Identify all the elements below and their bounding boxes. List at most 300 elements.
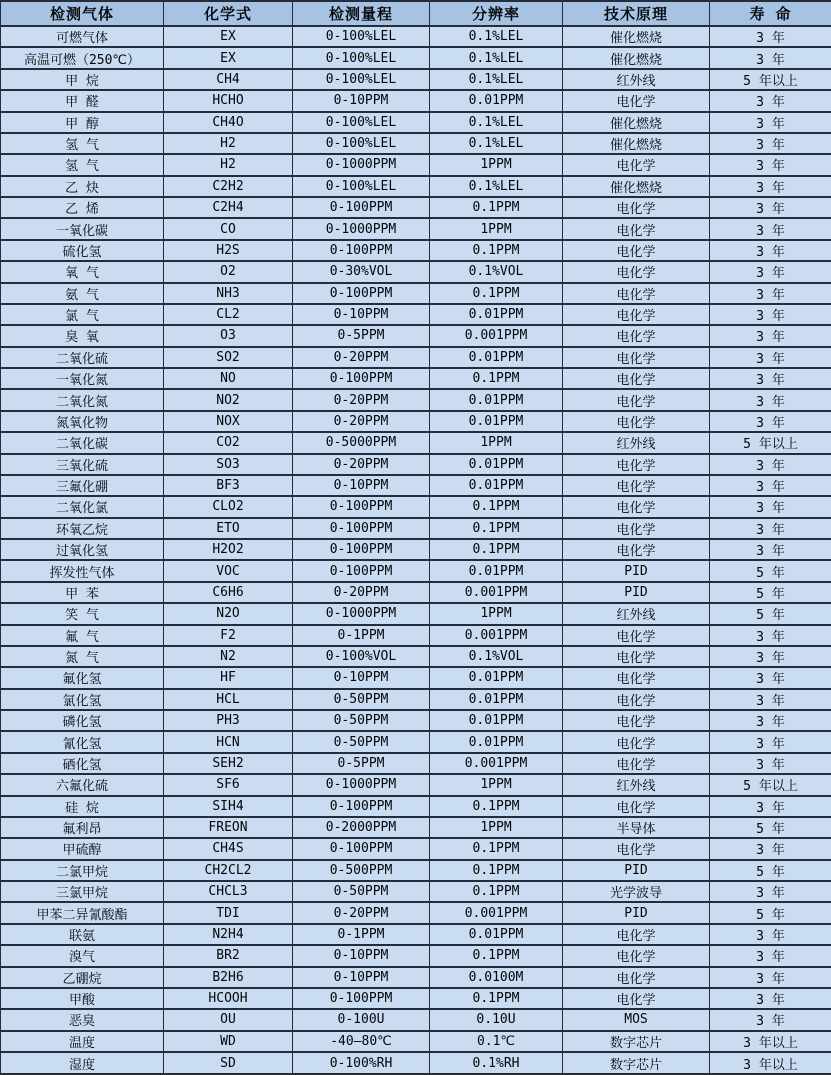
- cell-resolution: 0.01PPM: [430, 667, 563, 688]
- cell-principle: 光学波导: [563, 881, 710, 902]
- cell-lifespan: 3 年: [710, 176, 831, 197]
- cell-principle: 电化学: [563, 625, 710, 646]
- cell-formula: OU: [164, 1009, 293, 1030]
- cell-lifespan: 3 年: [710, 47, 831, 68]
- cell-range: 0-50PPM: [293, 689, 430, 710]
- column-header-resolution: 分辨率: [430, 1, 563, 26]
- table-row: [1, 368, 831, 389]
- cell-principle: PID: [563, 860, 710, 881]
- cell-formula: NH3: [164, 283, 293, 304]
- cell-formula: C6H6: [164, 582, 293, 603]
- table-row: [1, 731, 831, 752]
- cell-gas: 氟 气: [1, 625, 164, 646]
- table-row: [1, 432, 831, 453]
- cell-lifespan: 3 年: [710, 368, 831, 389]
- cell-lifespan: 3 年: [710, 753, 831, 774]
- cell-principle: 电化学: [563, 411, 710, 432]
- table-row: [1, 1031, 831, 1052]
- cell-formula: HCHO: [164, 90, 293, 111]
- cell-principle: 电化学: [563, 240, 710, 261]
- cell-range: 0-100PPM: [293, 197, 430, 218]
- cell-principle: 电化学: [563, 988, 710, 1009]
- cell-gas: 甲 醛: [1, 90, 164, 111]
- cell-resolution: 0.1PPM: [430, 860, 563, 881]
- cell-formula: CH4O: [164, 112, 293, 133]
- cell-formula: HCL: [164, 689, 293, 710]
- cell-lifespan: 5 年以上: [710, 69, 831, 90]
- cell-gas: 臭 氧: [1, 325, 164, 346]
- cell-lifespan: 3 年以上: [710, 1031, 831, 1052]
- cell-lifespan: 3 年: [710, 796, 831, 817]
- table-row: [1, 218, 831, 239]
- cell-range: 0-100%LEL: [293, 176, 430, 197]
- table-row: [1, 988, 831, 1009]
- cell-principle: 电化学: [563, 475, 710, 496]
- cell-resolution: 0.1%LEL: [430, 112, 563, 133]
- cell-range: 0-1PPM: [293, 924, 430, 945]
- cell-formula: SD: [164, 1052, 293, 1074]
- cell-lifespan: 5 年: [710, 603, 831, 624]
- cell-gas: 溴气: [1, 945, 164, 966]
- cell-gas: 氧 气: [1, 261, 164, 282]
- table-row: [1, 112, 831, 133]
- cell-resolution: 1PPM: [430, 603, 563, 624]
- cell-principle: 电化学: [563, 539, 710, 560]
- cell-principle: 电化学: [563, 753, 710, 774]
- cell-range: 0-1000PPM: [293, 218, 430, 239]
- cell-formula: BF3: [164, 475, 293, 496]
- cell-principle: PID: [563, 560, 710, 581]
- table-row: [1, 325, 831, 346]
- header-row: [1, 1, 831, 26]
- table-row: [1, 560, 831, 581]
- table-row: [1, 26, 831, 47]
- cell-gas: 二氧化氮: [1, 389, 164, 410]
- cell-range: -40—80℃: [293, 1031, 430, 1052]
- cell-principle: 电化学: [563, 667, 710, 688]
- table-row: [1, 496, 831, 517]
- cell-lifespan: 5 年: [710, 582, 831, 603]
- cell-range: 0-100%VOL: [293, 646, 430, 667]
- cell-principle: 电化学: [563, 218, 710, 239]
- cell-lifespan: 3 年: [710, 924, 831, 945]
- cell-range: 0-100PPM: [293, 240, 430, 261]
- cell-range: 0-100PPM: [293, 838, 430, 859]
- cell-lifespan: 3 年: [710, 881, 831, 902]
- cell-formula: B2H6: [164, 967, 293, 988]
- cell-formula: EX: [164, 47, 293, 68]
- cell-lifespan: 3 年: [710, 539, 831, 560]
- table-row: [1, 838, 831, 859]
- cell-formula: EX: [164, 26, 293, 47]
- table-row: [1, 176, 831, 197]
- cell-range: 0-100PPM: [293, 496, 430, 517]
- column-header-principle: 技术原理: [563, 1, 710, 26]
- cell-range: 0-10PPM: [293, 945, 430, 966]
- cell-resolution: 0.1PPM: [430, 988, 563, 1009]
- cell-range: 0-20PPM: [293, 347, 430, 368]
- cell-formula: NOX: [164, 411, 293, 432]
- cell-gas: 可燃气体: [1, 26, 164, 47]
- cell-principle: 红外线: [563, 774, 710, 795]
- cell-resolution: 1PPM: [430, 774, 563, 795]
- cell-resolution: 0.01PPM: [430, 731, 563, 752]
- cell-formula: H2: [164, 154, 293, 175]
- cell-range: 0-100%LEL: [293, 26, 430, 47]
- cell-range: 0-20PPM: [293, 411, 430, 432]
- cell-range: 0-100PPM: [293, 368, 430, 389]
- column-header-range: 检测量程: [293, 1, 430, 26]
- cell-resolution: 0.01PPM: [430, 924, 563, 945]
- cell-formula: CLO2: [164, 496, 293, 517]
- cell-formula: SO3: [164, 454, 293, 475]
- cell-range: 0-2000PPM: [293, 817, 430, 838]
- table-row: [1, 240, 831, 261]
- table-row: [1, 817, 831, 838]
- cell-formula: N2O: [164, 603, 293, 624]
- cell-lifespan: 3 年以上: [710, 1052, 831, 1074]
- cell-gas: 湿度: [1, 1052, 164, 1074]
- cell-resolution: 0.1PPM: [430, 838, 563, 859]
- cell-gas: 三氧化硫: [1, 454, 164, 475]
- cell-resolution: 0.1%LEL: [430, 26, 563, 47]
- cell-resolution: 0.10U: [430, 1009, 563, 1030]
- cell-lifespan: 3 年: [710, 945, 831, 966]
- cell-principle: 电化学: [563, 454, 710, 475]
- cell-gas: 二氧化氯: [1, 496, 164, 517]
- cell-range: 0-100PPM: [293, 560, 430, 581]
- cell-range: 0-1000PPM: [293, 774, 430, 795]
- cell-resolution: 0.1PPM: [430, 240, 563, 261]
- cell-principle: 催化燃烧: [563, 176, 710, 197]
- cell-gas: 一氧化碳: [1, 218, 164, 239]
- cell-formula: CHCL3: [164, 881, 293, 902]
- cell-resolution: 0.001PPM: [430, 753, 563, 774]
- cell-resolution: 0.01PPM: [430, 347, 563, 368]
- cell-resolution: 0.01PPM: [430, 90, 563, 111]
- cell-principle: 催化燃烧: [563, 26, 710, 47]
- cell-gas: 磷化氢: [1, 710, 164, 731]
- cell-resolution: 0.1PPM: [430, 368, 563, 389]
- cell-resolution: 0.1%LEL: [430, 133, 563, 154]
- cell-range: 0-10PPM: [293, 90, 430, 111]
- cell-formula: SEH2: [164, 753, 293, 774]
- cell-gas: 二氧化硫: [1, 347, 164, 368]
- cell-formula: ETO: [164, 518, 293, 539]
- cell-resolution: 0.1PPM: [430, 496, 563, 517]
- cell-resolution: 0.1℃: [430, 1031, 563, 1052]
- table-row: [1, 710, 831, 731]
- cell-range: 0-30%VOL: [293, 261, 430, 282]
- table-row: [1, 881, 831, 902]
- cell-resolution: 0.1%VOL: [430, 646, 563, 667]
- cell-principle: 电化学: [563, 283, 710, 304]
- cell-formula: SIH4: [164, 796, 293, 817]
- cell-resolution: 0.01PPM: [430, 454, 563, 475]
- cell-lifespan: 3 年: [710, 496, 831, 517]
- cell-formula: N2H4: [164, 924, 293, 945]
- cell-formula: FREON: [164, 817, 293, 838]
- cell-lifespan: 3 年: [710, 325, 831, 346]
- column-header-lifespan: 寿 命: [710, 1, 831, 26]
- cell-principle: 电化学: [563, 796, 710, 817]
- table-row: [1, 603, 831, 624]
- cell-resolution: 0.01PPM: [430, 710, 563, 731]
- cell-principle: 电化学: [563, 646, 710, 667]
- cell-formula: H2: [164, 133, 293, 154]
- cell-gas: 恶臭: [1, 1009, 164, 1030]
- table-row: [1, 1052, 831, 1074]
- table-row: [1, 902, 831, 923]
- cell-gas: 一氧化氮: [1, 368, 164, 389]
- cell-principle: 催化燃烧: [563, 47, 710, 68]
- cell-range: 0-100%LEL: [293, 133, 430, 154]
- cell-resolution: 0.01PPM: [430, 389, 563, 410]
- cell-resolution: 1PPM: [430, 817, 563, 838]
- cell-range: 0-100%LEL: [293, 69, 430, 90]
- cell-resolution: 0.1%RH: [430, 1052, 563, 1074]
- cell-lifespan: 3 年: [710, 731, 831, 752]
- cell-gas: 氯 气: [1, 304, 164, 325]
- cell-gas: 乙 炔: [1, 176, 164, 197]
- cell-gas: 笑 气: [1, 603, 164, 624]
- cell-principle: 电化学: [563, 496, 710, 517]
- cell-resolution: 0.1%LEL: [430, 176, 563, 197]
- table-row: [1, 1009, 831, 1030]
- cell-principle: 催化燃烧: [563, 112, 710, 133]
- cell-principle: 电化学: [563, 304, 710, 325]
- cell-formula: CO2: [164, 432, 293, 453]
- cell-principle: 数字芯片: [563, 1031, 710, 1052]
- cell-range: 0-20PPM: [293, 902, 430, 923]
- cell-resolution: 0.001PPM: [430, 582, 563, 603]
- cell-principle: 电化学: [563, 261, 710, 282]
- table-row: [1, 539, 831, 560]
- cell-lifespan: 3 年: [710, 988, 831, 1009]
- table-row: [1, 197, 831, 218]
- cell-resolution: 1PPM: [430, 154, 563, 175]
- cell-formula: CO: [164, 218, 293, 239]
- cell-principle: 电化学: [563, 945, 710, 966]
- cell-gas: 联氨: [1, 924, 164, 945]
- cell-gas: 三氯甲烷: [1, 881, 164, 902]
- cell-gas: 硒化氢: [1, 753, 164, 774]
- cell-formula: HF: [164, 667, 293, 688]
- cell-resolution: 0.1PPM: [430, 796, 563, 817]
- cell-principle: PID: [563, 582, 710, 603]
- table-row: [1, 90, 831, 111]
- cell-lifespan: 3 年: [710, 625, 831, 646]
- cell-principle: 电化学: [563, 838, 710, 859]
- cell-lifespan: 3 年: [710, 197, 831, 218]
- cell-resolution: 0.1PPM: [430, 197, 563, 218]
- cell-lifespan: 3 年: [710, 1009, 831, 1030]
- cell-lifespan: 5 年以上: [710, 432, 831, 453]
- cell-resolution: 0.001PPM: [430, 625, 563, 646]
- cell-gas: 六氟化硫: [1, 774, 164, 795]
- cell-gas: 甲硫醇: [1, 838, 164, 859]
- cell-resolution: 1PPM: [430, 432, 563, 453]
- column-header-gas: 检测气体: [1, 1, 164, 26]
- cell-range: 0-100PPM: [293, 988, 430, 1009]
- cell-lifespan: 5 年: [710, 817, 831, 838]
- cell-resolution: 0.1%LEL: [430, 69, 563, 90]
- cell-lifespan: 3 年: [710, 26, 831, 47]
- cell-gas: 环氧乙烷: [1, 518, 164, 539]
- cell-formula: HCOOH: [164, 988, 293, 1009]
- cell-range: 0-5PPM: [293, 753, 430, 774]
- cell-formula: NO2: [164, 389, 293, 410]
- cell-resolution: 0.1PPM: [430, 881, 563, 902]
- cell-range: 0-10PPM: [293, 967, 430, 988]
- cell-range: 0-20PPM: [293, 389, 430, 410]
- cell-resolution: 0.01PPM: [430, 411, 563, 432]
- cell-resolution: 0.01PPM: [430, 560, 563, 581]
- cell-range: 0-100PPM: [293, 796, 430, 817]
- cell-resolution: 1PPM: [430, 218, 563, 239]
- cell-gas: 过氧化氢: [1, 539, 164, 560]
- cell-formula: C2H4: [164, 197, 293, 218]
- cell-gas: 氢 气: [1, 154, 164, 175]
- cell-lifespan: 3 年: [710, 967, 831, 988]
- cell-principle: 电化学: [563, 347, 710, 368]
- cell-principle: 半导体: [563, 817, 710, 838]
- cell-principle: PID: [563, 902, 710, 923]
- table-row: [1, 389, 831, 410]
- table-row: [1, 475, 831, 496]
- cell-range: 0-1000PPM: [293, 603, 430, 624]
- cell-gas: 硫化氢: [1, 240, 164, 261]
- cell-range: 0-100U: [293, 1009, 430, 1030]
- cell-lifespan: 3 年: [710, 838, 831, 859]
- cell-formula: N2: [164, 646, 293, 667]
- cell-principle: 红外线: [563, 432, 710, 453]
- cell-gas: 甲 醇: [1, 112, 164, 133]
- cell-range: 0-1PPM: [293, 625, 430, 646]
- cell-range: 0-10PPM: [293, 475, 430, 496]
- cell-lifespan: 3 年: [710, 261, 831, 282]
- cell-principle: MOS: [563, 1009, 710, 1030]
- cell-gas: 甲 苯: [1, 582, 164, 603]
- cell-range: 0-5PPM: [293, 325, 430, 346]
- cell-principle: 电化学: [563, 368, 710, 389]
- table-row: [1, 625, 831, 646]
- cell-gas: 氮 气: [1, 646, 164, 667]
- cell-lifespan: 3 年: [710, 154, 831, 175]
- cell-lifespan: 3 年: [710, 389, 831, 410]
- cell-principle: 电化学: [563, 518, 710, 539]
- cell-resolution: 0.01PPM: [430, 689, 563, 710]
- cell-principle: 催化燃烧: [563, 133, 710, 154]
- cell-range: 0-100PPM: [293, 283, 430, 304]
- cell-lifespan: 5 年以上: [710, 774, 831, 795]
- cell-principle: 数字芯片: [563, 1052, 710, 1074]
- cell-range: 0-50PPM: [293, 731, 430, 752]
- cell-gas: 挥发性气体: [1, 560, 164, 581]
- cell-range: 0-50PPM: [293, 881, 430, 902]
- cell-lifespan: 3 年: [710, 218, 831, 239]
- cell-formula: H2S: [164, 240, 293, 261]
- cell-gas: 氰化氢: [1, 731, 164, 752]
- table-row: [1, 753, 831, 774]
- table-row: [1, 304, 831, 325]
- cell-formula: H2O2: [164, 539, 293, 560]
- cell-principle: 电化学: [563, 325, 710, 346]
- cell-gas: 氮氧化物: [1, 411, 164, 432]
- cell-formula: PH3: [164, 710, 293, 731]
- cell-principle: 电化学: [563, 924, 710, 945]
- cell-range: 0-100%LEL: [293, 112, 430, 133]
- table-row: [1, 582, 831, 603]
- cell-lifespan: 5 年: [710, 860, 831, 881]
- cell-resolution: 0.1%VOL: [430, 261, 563, 282]
- table-row: [1, 283, 831, 304]
- cell-lifespan: 3 年: [710, 454, 831, 475]
- table-row: [1, 945, 831, 966]
- cell-range: 0-100PPM: [293, 539, 430, 560]
- table-row: [1, 774, 831, 795]
- cell-lifespan: 3 年: [710, 411, 831, 432]
- table-row: [1, 454, 831, 475]
- cell-formula: CL2: [164, 304, 293, 325]
- cell-range: 0-10PPM: [293, 667, 430, 688]
- cell-formula: F2: [164, 625, 293, 646]
- cell-resolution: 0.01PPM: [430, 304, 563, 325]
- cell-principle: 电化学: [563, 967, 710, 988]
- cell-formula: SF6: [164, 774, 293, 795]
- table-row: [1, 47, 831, 68]
- cell-lifespan: 3 年: [710, 283, 831, 304]
- cell-range: 0-500PPM: [293, 860, 430, 881]
- cell-range: 0-10PPM: [293, 304, 430, 325]
- cell-lifespan: 3 年: [710, 133, 831, 154]
- cell-formula: SO2: [164, 347, 293, 368]
- cell-principle: 红外线: [563, 69, 710, 90]
- table-row: [1, 796, 831, 817]
- cell-lifespan: 3 年: [710, 667, 831, 688]
- cell-formula: VOC: [164, 560, 293, 581]
- cell-range: 0-100%LEL: [293, 47, 430, 68]
- cell-range: 0-20PPM: [293, 454, 430, 475]
- cell-formula: CH4S: [164, 838, 293, 859]
- cell-gas: 二氯甲烷: [1, 860, 164, 881]
- cell-resolution: 0.1%LEL: [430, 47, 563, 68]
- cell-resolution: 0.1PPM: [430, 518, 563, 539]
- cell-formula: C2H2: [164, 176, 293, 197]
- cell-formula: HCN: [164, 731, 293, 752]
- cell-gas: 甲苯二异氰酸酯: [1, 902, 164, 923]
- cell-principle: 电化学: [563, 154, 710, 175]
- cell-lifespan: 5 年: [710, 560, 831, 581]
- table-row: [1, 518, 831, 539]
- cell-gas: 氢 气: [1, 133, 164, 154]
- cell-gas: 高温可燃（250℃）: [1, 47, 164, 68]
- cell-formula: O3: [164, 325, 293, 346]
- cell-lifespan: 3 年: [710, 347, 831, 368]
- cell-principle: 红外线: [563, 603, 710, 624]
- cell-resolution: 0.1PPM: [430, 945, 563, 966]
- table-row: [1, 133, 831, 154]
- table-row: [1, 154, 831, 175]
- cell-range: 0-1000PPM: [293, 154, 430, 175]
- cell-gas: 氟利昂: [1, 817, 164, 838]
- cell-principle: 电化学: [563, 389, 710, 410]
- cell-gas: 氯化氢: [1, 689, 164, 710]
- cell-range: 0-5000PPM: [293, 432, 430, 453]
- cell-gas: 乙 烯: [1, 197, 164, 218]
- cell-gas: 甲 烷: [1, 69, 164, 90]
- cell-principle: 电化学: [563, 710, 710, 731]
